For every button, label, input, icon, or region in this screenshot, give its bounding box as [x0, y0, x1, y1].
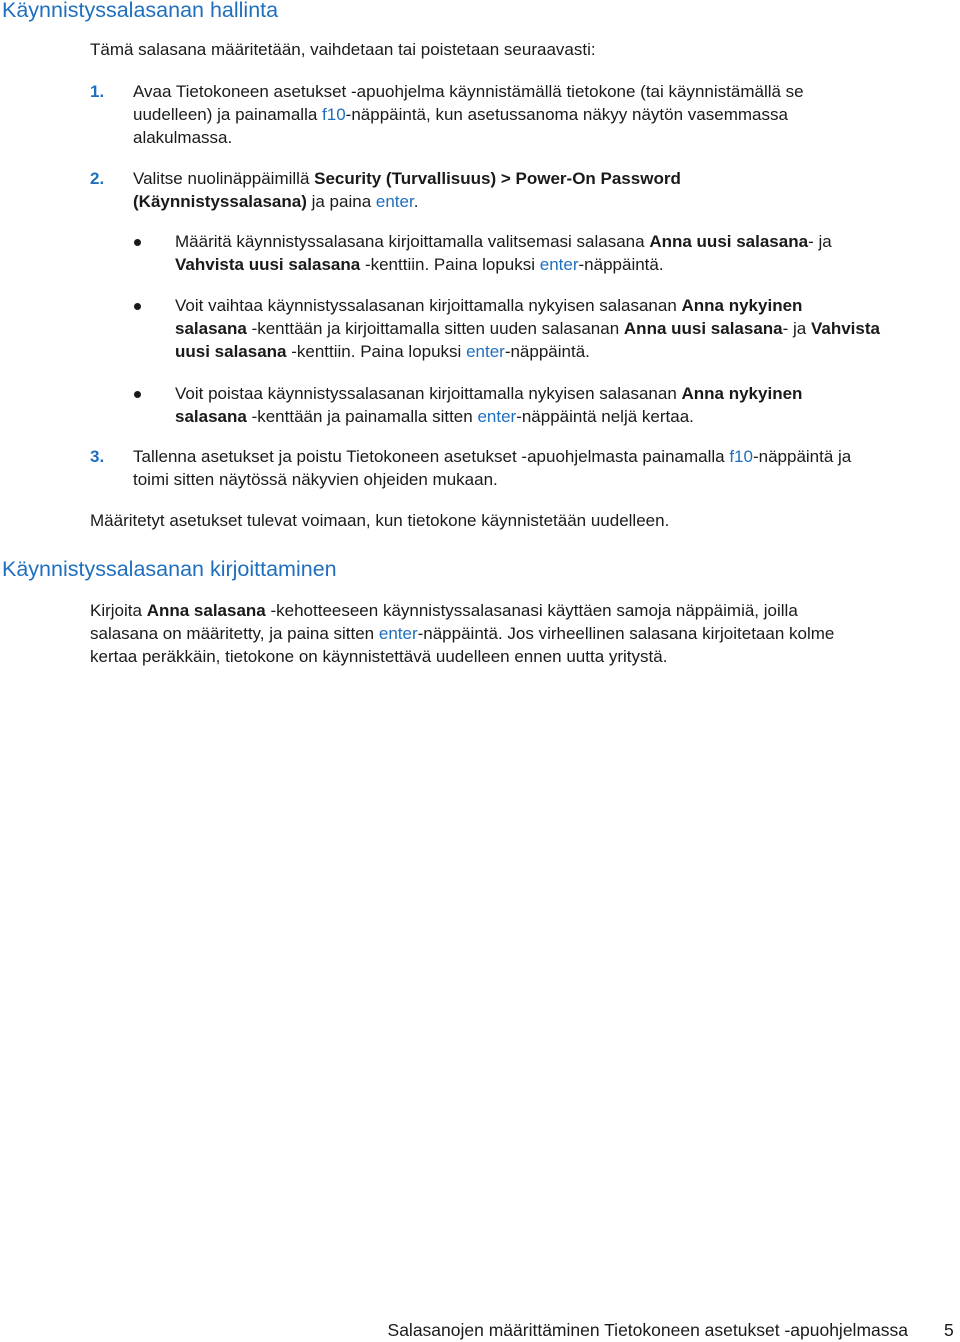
menu-path: Security (Turvallisuus) > Power-On Password: [314, 169, 681, 188]
text-run: ja paina: [306, 192, 376, 211]
field-name: Vahvista: [810, 319, 880, 338]
bullet-2-line-1: [175, 294, 802, 317]
step-1-number: 1.: [90, 82, 105, 101]
step-2-number: 2.: [90, 169, 105, 188]
footer-chapter-title: Salasanojen määrittäminen Tietokoneen asetukset -apuohjelmassa: [387, 1320, 908, 1340]
text-run: -kehotteeseen käynnistyssalasanasi käyttäen samoja näppäimiä, joilla: [265, 601, 798, 620]
bullet-2-line-2: [175, 317, 880, 340]
step-3-line-2: toimi sitten näytössä näkyvien ohjeiden mukaan.: [133, 470, 498, 489]
text-run: uudelleen) ja painamalla: [133, 105, 323, 124]
prompt-name: Anna salasana: [146, 601, 266, 620]
text-run: -näppäintä.: [504, 342, 590, 361]
step-2-line-2: [133, 190, 418, 213]
field-name: Anna nykyinen: [681, 296, 803, 315]
key-enter: enter: [375, 192, 414, 211]
field-name: salasana: [175, 407, 247, 426]
bullet-2-line-3: [175, 340, 590, 363]
key-f10: f10: [322, 105, 346, 124]
text-run: -näppäintä.: [578, 255, 664, 274]
text-run: -kenttiin. Paina lopuksi: [286, 342, 467, 361]
key-enter: enter: [378, 624, 418, 643]
field-name: salasana: [175, 319, 247, 338]
field-name: Vahvista uusi salasana: [175, 255, 361, 274]
key-f10: f10: [729, 447, 753, 466]
text-run: Voit vaihtaa käynnistyssalasanan kirjoittamalla nykyisen salasanan: [175, 296, 682, 315]
field-name: uusi salasana: [175, 342, 287, 361]
text-run: Valitse nuolinäppäimillä: [133, 169, 315, 188]
bullet-3-line-2: [175, 405, 694, 428]
step-1-line-3: alakulmassa.: [133, 128, 233, 147]
section-title-password-management: Käynnistyssalasanan hallinta: [2, 0, 279, 22]
bullet-dot: [134, 303, 141, 310]
text-run: Tallenna asetukset ja poistu Tietokoneen asetukset -apuohjelmasta painamalla: [133, 447, 730, 466]
step-1-line-2: [133, 103, 788, 126]
text-run: Voit poistaa käynnistyssalasanan kirjoittamalla nykyisen salasanan: [175, 384, 682, 403]
step-2-line-1: [133, 167, 681, 190]
section-2-line-3: kertaa peräkkäin, tietokone on käynnistettävä uudelleen ennen uutta yritystä.: [90, 647, 668, 666]
text-run: -kenttään ja painamalla sitten: [246, 407, 478, 426]
section-2-line-2: [90, 622, 834, 645]
text-run: Määritä käynnistyssalasana kirjoittamalla valitsemasi salasana: [175, 232, 650, 251]
text-run: salasana on määritetty, ja paina sitten: [90, 624, 379, 643]
bullet-1-line-2: [175, 253, 664, 276]
step-1-line-1: Avaa Tietokoneen asetukset -apuohjelma käynnistämällä tietokone (tai käynnistämällä se: [133, 82, 804, 101]
section-2-line-1: [90, 599, 798, 622]
intro-paragraph: Tämä salasana määritetään, vaihdetaan tai poistetaan seuraavasti:: [90, 40, 596, 59]
text-run: - ja: [808, 232, 832, 251]
text-run: -näppäintä, kun asetussanoma näkyy näytön vasemmassa: [345, 105, 788, 124]
text-run: .: [413, 192, 419, 211]
field-name: Anna uusi salasana: [623, 319, 783, 338]
key-enter: enter: [466, 342, 505, 361]
closing-paragraph: Määritetyt asetukset tulevat voimaan, kun tietokone käynnistetään uudelleen.: [90, 511, 670, 530]
key-enter: enter: [539, 255, 579, 274]
text-run: -näppäintä ja: [752, 447, 852, 466]
text-run: -näppäintä neljä kertaa.: [516, 407, 694, 426]
section-title-password-entry: Käynnistyssalasanan kirjoittaminen: [2, 557, 337, 581]
step-3-number: 3.: [90, 447, 105, 466]
field-name: Anna uusi salasana: [649, 232, 809, 251]
field-name: Anna nykyinen: [681, 384, 803, 403]
bullet-dot: [134, 391, 141, 398]
key-enter: enter: [477, 407, 517, 426]
text-run: - ja: [782, 319, 811, 338]
bullet-1-line-1: [175, 230, 832, 253]
bullet-dot: [134, 239, 141, 246]
text-run: -kenttiin. Paina lopuksi: [360, 255, 540, 274]
menu-item: (Käynnistyssalasana): [133, 192, 307, 211]
step-3-line-1: [133, 445, 851, 468]
text-run: Kirjoita: [90, 601, 147, 620]
text-run: -näppäintä. Jos virheellinen salasana kirjoitetaan kolme: [417, 624, 835, 643]
page-number: 5: [944, 1320, 954, 1340]
text-run: -kenttään ja kirjoittamalla sitten uuden salasanan: [246, 319, 624, 338]
bullet-3-line-1: [175, 382, 802, 405]
